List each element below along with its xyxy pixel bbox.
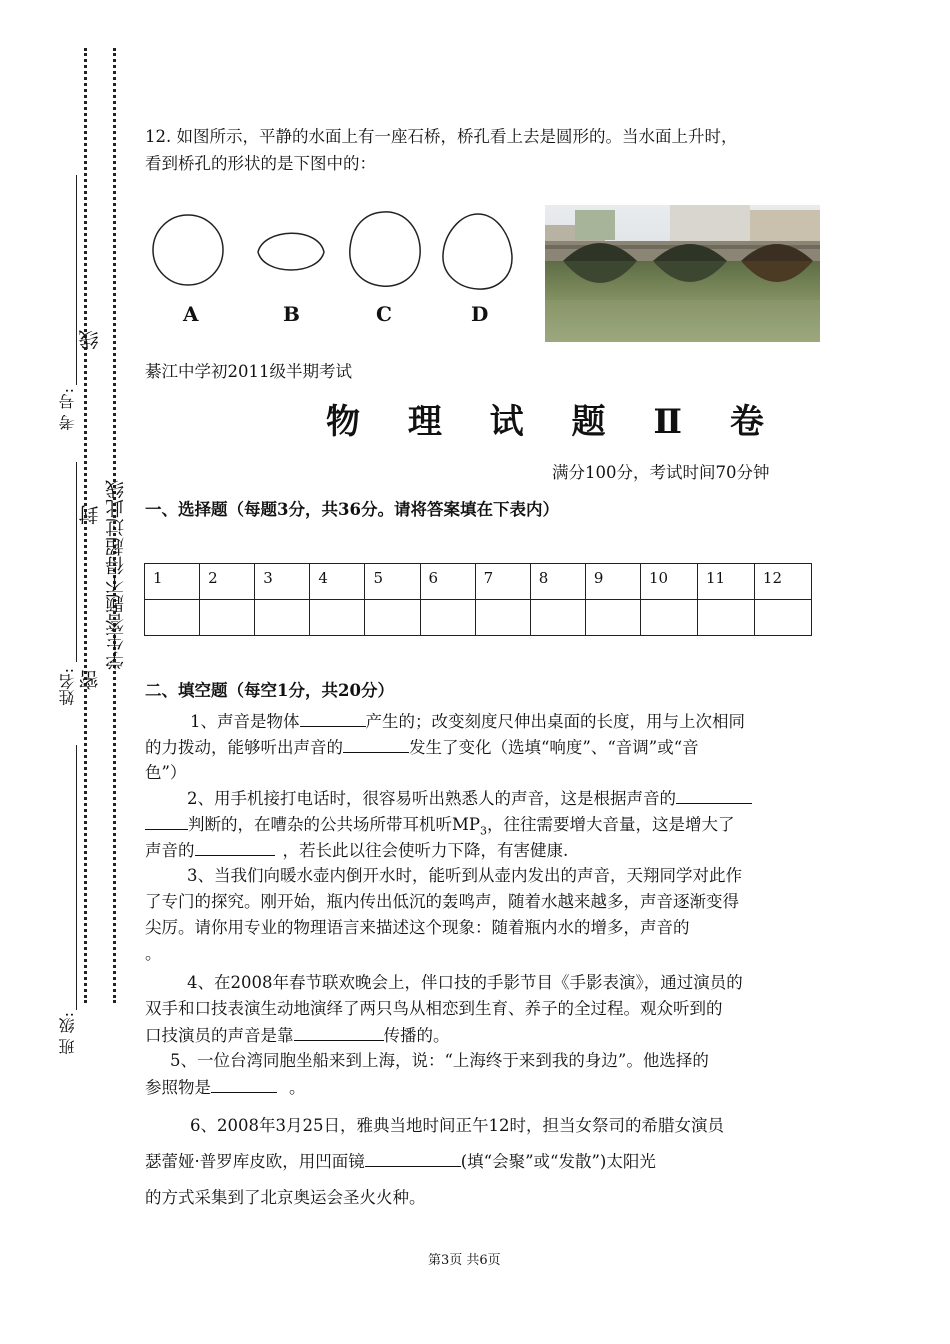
fill-q1-line2 [145,734,699,761]
fill-q6-line2 [145,1146,656,1178]
answer-cell[interactable] [697,600,754,636]
page-number: 第3页 共6页 [428,1253,501,1268]
fill-q1-line1 [190,708,745,735]
q4-text-d: 传播的。 [383,1026,450,1045]
q2-blank-1a[interactable] [676,785,752,804]
answer-cell[interactable] [255,600,310,636]
answer-cell[interactable] [640,600,697,636]
q5-text-c: 。 [289,1078,306,1097]
answer-table-header-row [145,564,812,600]
class-label: 班 级: [58,1012,77,1055]
warning-text: 学生答题不得超过此线 [105,480,127,670]
answer-cell[interactable] [530,600,585,636]
seal-mi: 密 [78,670,102,690]
option-a-circle [153,215,223,285]
stone-bridge-photo [545,205,820,342]
section2-heading: 二、填空题（每空1分，共20分） [145,681,394,700]
q4-blank[interactable] [294,1022,384,1041]
fill-q3-line3: 尖厉。请你用专业的物理语言来描述这个现象：随着瓶内水的增多，声音的 [145,918,690,937]
answer-cell[interactable] [365,600,420,636]
kaohao-label: 考 号: [58,388,77,431]
q12-line1: 12. 如图所示，平静的水面上有一座石桥，桥孔看上去是圆形的。当水面上升时， [145,127,738,146]
answer-table [144,563,812,636]
fill-q2-line1 [187,785,752,812]
q1-text-b: 产生的；改变刻度尺伸出桌面的长度，用与上次相同 [365,712,745,731]
fill-q4-line1: 4、在2008年春节联欢晚会上，伴口技的手影节目《手影表演》，通过演员的 [187,973,743,992]
q1-text-d: 发生了变化（选填“响度”、“音调”或“音 [409,738,699,757]
fill-q5-line2 [145,1074,306,1101]
option-a-label: A [183,302,199,326]
q1-blank-1[interactable] [300,708,366,727]
answer-col-10: 10 [640,564,697,600]
answer-cell[interactable] [754,600,811,636]
answer-cell[interactable] [585,600,640,636]
q1-text-a: 1、声音是物体 [190,712,300,731]
answer-col-6: 6 [420,564,475,600]
q2-text-a: 2、用手机接打电话时，很容易听出熟悉人的声音，这是根据声音的 [187,789,676,808]
class-field[interactable] [76,745,77,1010]
seal-xian: 线 [78,330,102,350]
q2-text-e: ，若长此以往会使听力下降，有害健康. [282,841,569,860]
answer-cell[interactable] [200,600,255,636]
answer-col-2: 2 [200,564,255,600]
answer-col-3: 3 [255,564,310,600]
option-d-shape [443,214,512,289]
fill-q1-line3: 色”） [145,763,187,782]
option-b-ellipse [258,233,324,270]
kaohao-field[interactable] [76,175,77,385]
answer-cell[interactable] [310,600,365,636]
q6-text-b: 瑟蕾娅·普罗库皮欧，用凹面镜 [145,1152,365,1171]
fill-q4-line2: 双手和口技表演生动地演绎了两只鸟从相恋到生育、养子的全过程。观众听到的 [145,999,723,1018]
q1-blank-2[interactable] [343,734,409,753]
q2-blank-2[interactable] [195,837,275,856]
answer-col-5: 5 [365,564,420,600]
q5-text-b: 参照物是 [145,1078,211,1097]
fill-q5-line1: 5、一位台湾同胞坐船来到上海，说：“上海终于来到我的身边”。他选择的 [170,1051,709,1070]
option-c-shape [350,212,420,286]
fill-q2-line3 [145,837,568,864]
name-label: 姓名: [58,668,77,706]
q2-text-c: ，往往需要增大音量，这是增大了 [487,815,735,834]
score-info: 满分100分，考试时间70分钟 [552,463,770,482]
answer-col-11: 11 [697,564,754,600]
fill-q3-line2: 了专门的探究。刚开始，瓶内传出低沉的轰鸣声，随着水越来越多，声音逐渐变得 [145,892,739,911]
answer-col-1: 1 [145,564,200,600]
q6-blank[interactable] [365,1148,461,1167]
q2-text-b: 判断的，在嘈杂的公共场所带耳机听MP [188,815,480,834]
q6-text-c: (填“会聚”或“发散”)太阳光 [460,1152,656,1171]
option-d-label: D [471,302,489,326]
seal-feng: 封 [78,505,102,525]
name-field[interactable] [76,462,77,662]
answer-cell[interactable] [145,600,200,636]
fill-q3-line1: 3、当我们向暖水壶内倒开水时，能听到从壶内发出的声音，天翔同学对此作 [187,866,742,885]
answer-col-7: 7 [475,564,530,600]
binding-dotted-line-outer [84,48,87,1003]
answer-col-12: 12 [754,564,811,600]
q2-blank-1b[interactable] [145,811,188,830]
q1-text-c: 的力拨动，能够听出声音的 [145,738,343,757]
answer-table-input-row [145,600,812,636]
answer-cell[interactable] [420,600,475,636]
school-exam-name: 綦江中学初2011级半期考试 [145,362,352,381]
q4-text-c: 口技演员的声音是靠 [145,1026,294,1045]
option-c-label: C [376,302,392,326]
answer-col-9: 9 [585,564,640,600]
q2-text-d: 声音的 [145,841,195,860]
fill-q6-line3: 的方式采集到了北京奥运会圣火火种。 [145,1188,426,1207]
fill-q6-line1: 6、2008年3月25日，雅典当地时间正午12时，担当女祭司的希腊女演员 [190,1116,724,1135]
fill-q4-line3 [145,1022,450,1049]
fill-q3-line4: 。 [145,944,162,963]
q5-blank[interactable] [211,1074,277,1093]
option-b-label: B [283,302,300,326]
q12-shape-options [140,200,530,290]
page-title: 物 理 试 题 Ⅱ 卷 [326,402,782,442]
q2-sub: 3 [480,824,487,838]
section1-heading: 一、选择题（每题3分，共36分。请将答案填在下表内） [145,500,559,519]
answer-col-8: 8 [530,564,585,600]
q12-line2: 看到桥孔的形状的是下图中的： [145,154,376,173]
answer-cell[interactable] [475,600,530,636]
answer-col-4: 4 [310,564,365,600]
